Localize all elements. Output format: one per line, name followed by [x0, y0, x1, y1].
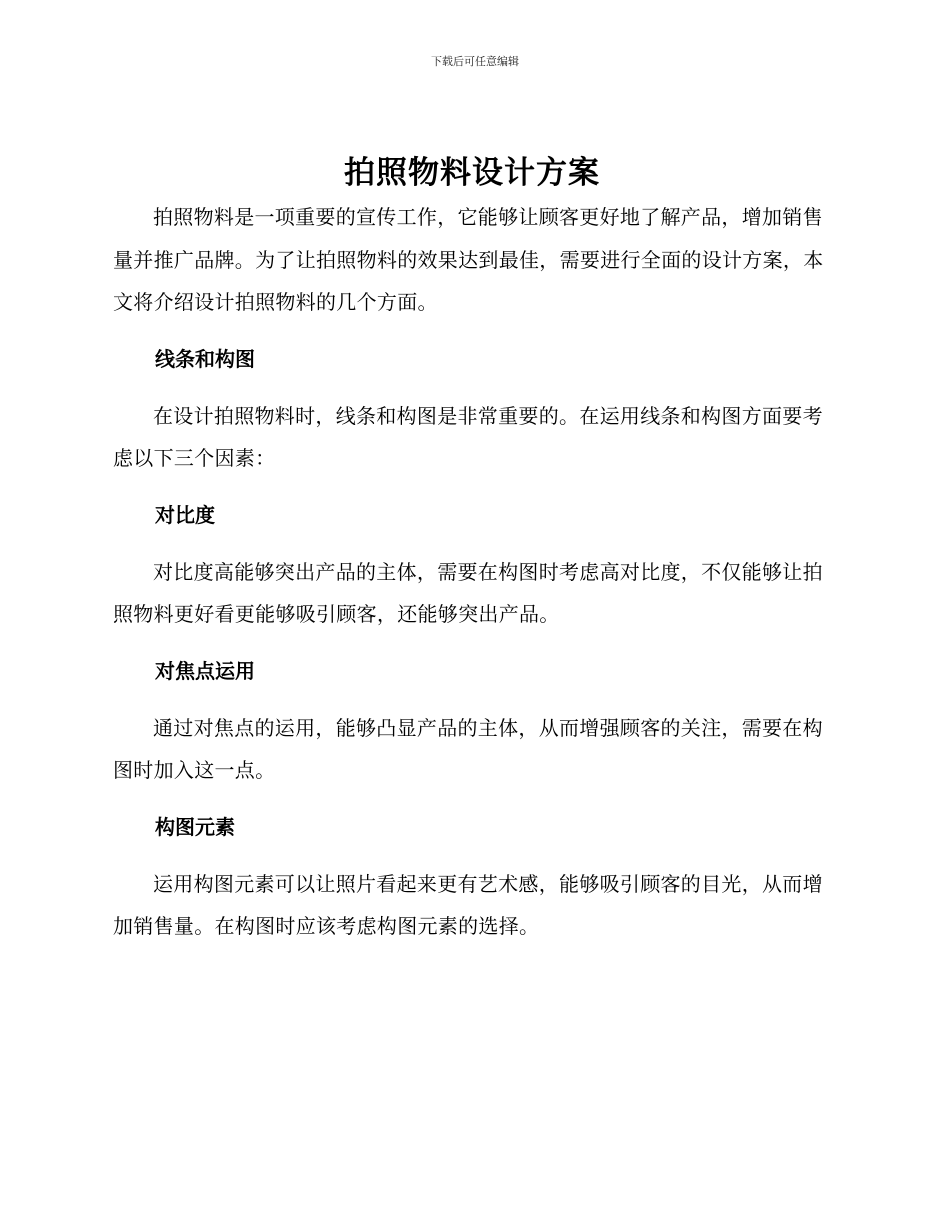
header-note: 下载后可任意编辑 [431, 55, 519, 68]
section-body-elements: 运用构图元素可以让照片看起来更有艺术感，能够吸引顾客的目光，从而增加销售量。在构图时应该考虑构图元素的选择。 [113, 871, 823, 938]
section-heading-focus: 对焦点运用 [155, 658, 255, 683]
section-body-contrast: 对比度高能够突出产品的主体，需要在构图时考虑高对比度，不仅能够让拍照物料更好看更能够吸引顾客，还能够突出产品。 [113, 559, 823, 626]
section-heading-elements: 构图元素 [155, 814, 235, 839]
section-body-focus: 通过对焦点的运用，能够凸显产品的主体，从而增强顾客的关注，需要在构图时加入这一点。 [113, 715, 823, 782]
document-body [113, 150, 831, 948]
section-body-lines-composition: 在设计拍照物料时，线条和构图是非常重要的。在运用线条和构图方面要考虑以下三个因素： [113, 403, 823, 470]
section-heading-lines-composition: 线条和构图 [155, 346, 255, 371]
intro-paragraph: 拍照物料是一项重要的宣传工作，它能够让顾客更好地了解产品，增加销售量并推广品牌。为了让拍照物料的效果达到最佳，需要进行全面的设计方案，本文将介绍设计拍照物料的几个方面。 [113, 205, 824, 314]
section-heading-contrast: 对比度 [155, 502, 215, 527]
document-title: 拍照物料设计方案 [344, 155, 600, 191]
